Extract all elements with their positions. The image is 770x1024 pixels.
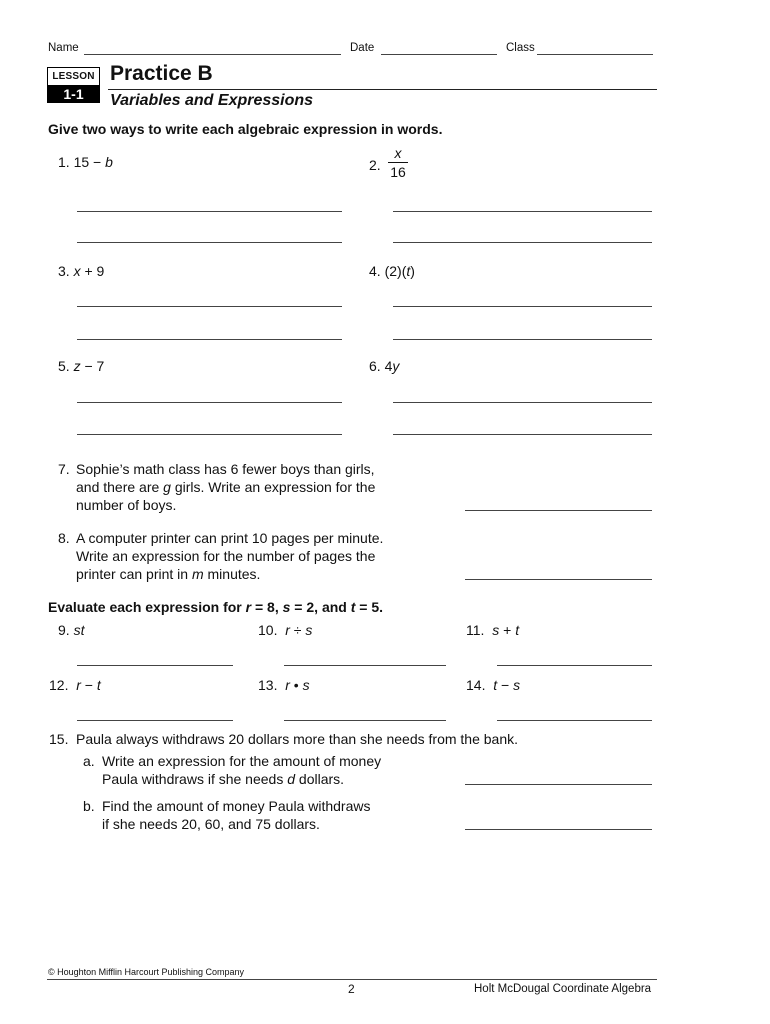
problem-10 (258, 621, 312, 639)
book-title: Holt McDougal Coordinate Algebra (474, 983, 652, 995)
problem-variable: d (287, 771, 296, 787)
date-field[interactable] (381, 54, 497, 55)
title-divider (108, 89, 657, 90)
problem-number: 11. (466, 622, 485, 638)
name-label: Name (48, 42, 79, 54)
problem-line: if she needs 20, 60, and 75 dollars. (102, 816, 320, 832)
problem-line (102, 770, 381, 788)
problem-variable: t (515, 622, 520, 638)
answer-line-15a[interactable] (465, 784, 652, 785)
problem-variable: g (163, 479, 171, 495)
fraction-bar (388, 162, 408, 163)
lesson-label: LESSON (47, 67, 100, 86)
problem-expression-text: + 9 (80, 263, 105, 279)
problem-line: Sophie’s math class has 6 fewer boys than girls, (76, 461, 375, 477)
lesson-number: 1-1 (47, 85, 100, 103)
problem-15-number: 15. (49, 731, 69, 747)
problem-number: 12. (49, 677, 69, 693)
problem-line (76, 478, 375, 496)
answer-line-6b[interactable] (393, 434, 652, 435)
problem-3 (58, 262, 104, 280)
problem-2-number: 2. (369, 157, 381, 173)
problem-line (76, 565, 383, 583)
problem-11 (466, 621, 519, 639)
fraction-numerator: x (394, 145, 402, 161)
section2-instruction (48, 598, 383, 616)
answer-line-6a[interactable] (393, 402, 652, 403)
problem-9 (58, 621, 84, 639)
instruction-text: = 8, (251, 599, 283, 615)
instruction-text: Evaluate each expression for (48, 599, 246, 615)
page-number: 2 (348, 982, 355, 996)
problem-variable: s (513, 677, 521, 693)
problem-line: A computer printer can print 10 pages per minute. (76, 530, 384, 546)
problem-6 (369, 357, 399, 375)
problem-15-text: Paula always withdraws 20 dollars more than she needs from the bank. (76, 731, 519, 747)
problem-expression-text: (2)( (384, 263, 407, 279)
instruction-text: = 5. (355, 599, 384, 615)
problem-text: girls. Write an expression for the (170, 479, 376, 495)
problem-variable: t (493, 677, 498, 693)
problem-variable: s (302, 677, 310, 693)
class-field[interactable] (537, 54, 653, 55)
problem-15a-label: a. (83, 753, 95, 769)
problem-operator: + (499, 622, 516, 638)
answer-line-2a[interactable] (393, 211, 652, 212)
problem-variable: y (392, 358, 400, 374)
problem-operator: ÷ (289, 622, 306, 638)
problem-text: minutes. (203, 566, 261, 582)
instruction-variable: s (282, 599, 291, 615)
problem-number: 4. (369, 263, 381, 279)
problem-number: 9. (58, 622, 70, 638)
problem-7-number: 7. (58, 461, 70, 477)
problem-number: 14. (466, 677, 486, 693)
problem-variable: z (73, 358, 81, 374)
problem-text: and there are (76, 479, 164, 495)
answer-line-1a[interactable] (77, 211, 342, 212)
problem-text: dollars. (295, 771, 345, 787)
problem-operator: − (80, 677, 97, 693)
answer-line-14[interactable] (497, 720, 652, 721)
name-field[interactable] (84, 54, 341, 55)
answer-line-5b[interactable] (77, 434, 342, 435)
class-label: Class (506, 42, 535, 54)
answer-line-2b[interactable] (393, 242, 652, 243)
problem-number: 3. (58, 263, 70, 279)
problem-line: Find the amount of money Paula withdraws (102, 798, 371, 814)
problem-variable: r (285, 622, 290, 638)
answer-line-8[interactable] (465, 579, 652, 580)
answer-line-4a[interactable] (393, 306, 652, 307)
answer-line-12[interactable] (77, 720, 233, 721)
answer-line-7[interactable] (465, 510, 652, 511)
problem-8-number: 8. (58, 530, 70, 546)
answer-line-13[interactable] (284, 720, 446, 721)
problem-text: Paula withdraws if she needs (102, 771, 288, 787)
problem-variable: t (406, 263, 411, 279)
answer-line-10[interactable] (284, 665, 446, 666)
problem-variable: m (191, 566, 204, 582)
answer-line-9[interactable] (77, 665, 233, 666)
problem-line: Write an expression for the number of pages the (76, 548, 376, 564)
answer-line-3b[interactable] (77, 339, 342, 340)
problem-1 (58, 153, 113, 171)
problem-variable: t (96, 677, 101, 693)
problem-4 (369, 262, 415, 280)
problem-line: Write an expression for the amount of money (102, 753, 382, 769)
problem-5 (58, 357, 104, 375)
fraction-denominator: 16 (390, 164, 406, 180)
problem-operator: − (497, 677, 514, 693)
answer-line-4b[interactable] (393, 339, 652, 340)
problem-variable: r (76, 677, 81, 693)
answer-line-3a[interactable] (77, 306, 342, 307)
problem-15b-text (102, 797, 370, 833)
problem-expression-text: 15 − (73, 154, 106, 170)
answer-line-15b[interactable] (465, 829, 652, 830)
problem-15a-text (102, 752, 381, 788)
problem-7-text (76, 460, 375, 514)
problem-variable: b (105, 154, 113, 170)
problem-number: 10. (258, 622, 278, 638)
problem-number: 13. (258, 677, 278, 693)
date-label: Date (350, 42, 375, 54)
copyright-notice: © Houghton Mifflin Harcourt Publishing Company (48, 967, 245, 977)
section1-instruction: Give two ways to write each algebraic expression in words. (48, 121, 443, 137)
page-subtitle: Variables and Expressions (110, 92, 314, 109)
problem-operator: • (289, 677, 303, 693)
problem-variable: s (305, 622, 313, 638)
answer-line-1b[interactable] (77, 242, 342, 243)
problem-15b-label: b. (83, 798, 95, 814)
problem-14 (466, 676, 520, 694)
problem-line: number of boys. (76, 497, 177, 513)
answer-line-11[interactable] (497, 665, 652, 666)
problem-expression-text: ) (410, 263, 415, 279)
problem-expression: st (73, 622, 85, 638)
problem-variable: r (285, 677, 290, 693)
page-title: Practice B (110, 62, 213, 85)
problem-8-text (76, 529, 383, 583)
answer-line-5a[interactable] (77, 402, 342, 403)
problem-number: 1. (58, 154, 70, 170)
problem-variable: s (492, 622, 500, 638)
instruction-variable: r (245, 599, 252, 615)
instruction-variable: t (350, 599, 356, 615)
problem-variable: x (73, 263, 81, 279)
problem-text: printer can print in (76, 566, 192, 582)
problem-12 (49, 676, 101, 694)
problem-number: 5. (58, 358, 70, 374)
problem-expression-text: − 7 (80, 358, 105, 374)
problem-number: 6. (369, 358, 381, 374)
problem-13 (258, 676, 310, 694)
instruction-text: = 2, and (290, 599, 351, 615)
problem-expression-text: 4 (384, 358, 393, 374)
footer-divider (47, 979, 657, 980)
